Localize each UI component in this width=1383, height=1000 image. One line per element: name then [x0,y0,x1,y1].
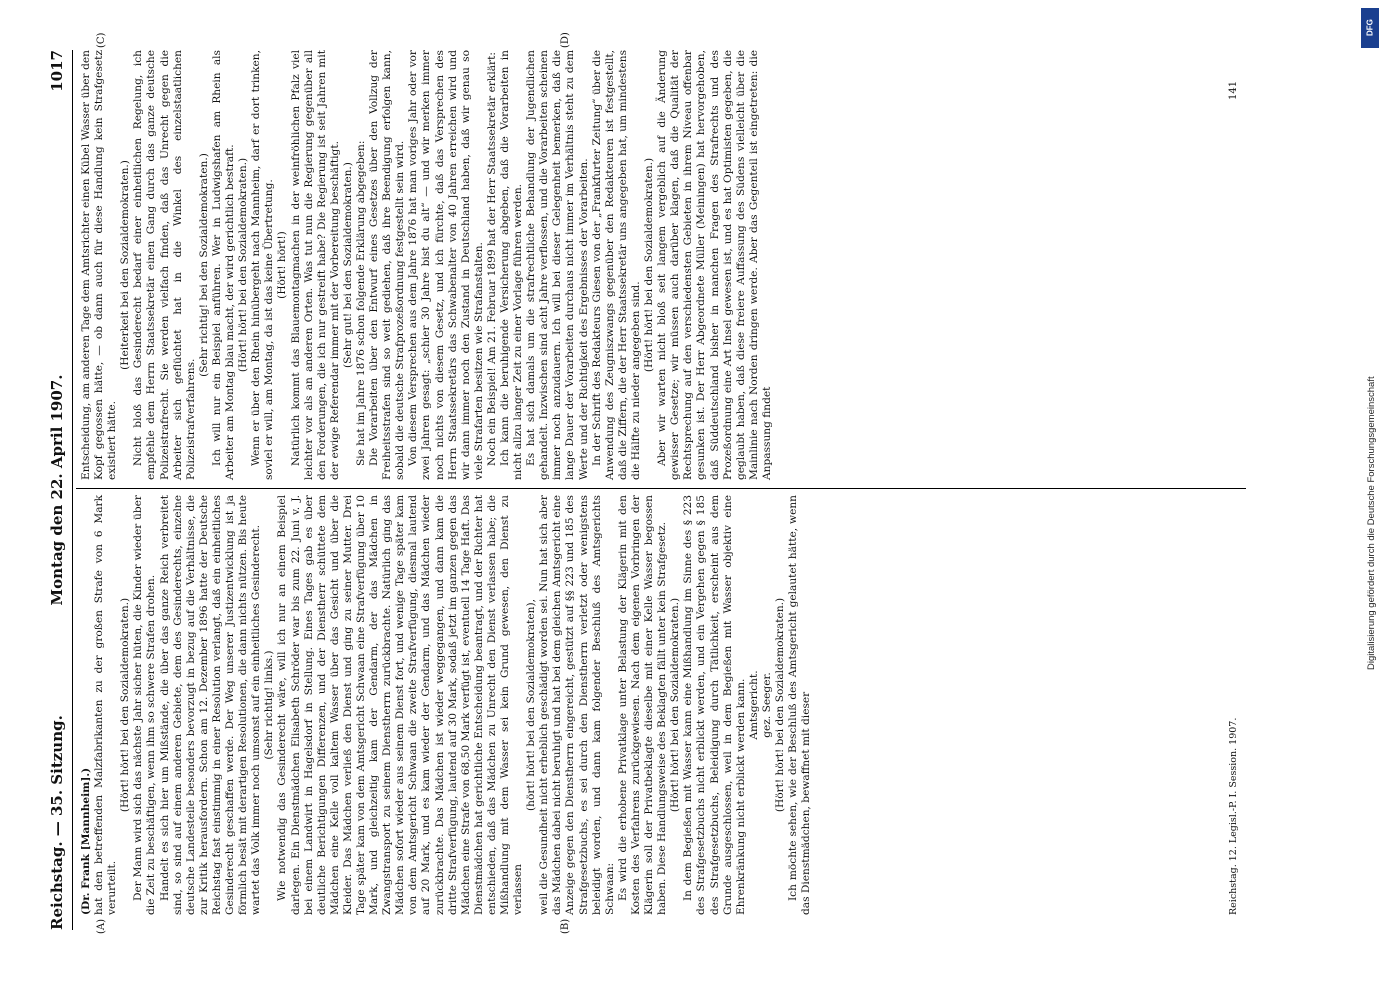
column-divider [76,488,1246,489]
interjection: (Sehr richtig! bei den Sozialdemokraten.) [197,153,210,377]
quoted-paragraph: In dem Begießen mit Wasser kann eine Mißhandlung im Sinne des § 223 des Strafgesetzbuchs nicht erblickt werden, und ein Vergehen gegen § 185 des Strafgesetzbuchs, Beleidigung durch Tätlichkeit, erscheint aus dem Grunde ausgeschlossen, weil in dem Begießen mit Wasser objektiv eine Ehrenkränkung nicht erblickt werden kann. [682,495,747,915]
header-center: Montag den 22. April 1907. [48,374,66,606]
paragraph: Wie notwendig das Gesinderecht wäre, will ich nur an einem Beispiel darlegen. Ein Dienstmädchen Elisabeth Schröder war bis zum 22. Juni v. J. bei einem Landwirt in Hagelsdorf in Stellung. Eines Tages gab es über deutliche Berichtigungen Differenzen, und der Dienstherr schüttete dem Mädchen eine Kelle voll kaltem Wasser über das Gesicht und über die Kleider. Das Mädchen verließ den Dienst und ging zu seiner Mutter. Drei Tage später kam von dem Amtsgericht Schwaan eine Strafverfügung über 10 Mark, und gleichzeitig kam der Gendarm, der das Mädchen in Zwangstransport zu seinem Dienstherrn zurückbrachte. Natürlich ging das Mädchen sofort wieder aus seinem Dienst fort, und wenige Tage später kam von dem Amtsgericht Schwaan die zweite Strafverfügung, diesmal lautend auf 20 Mark, und es kam wieder der Gendarm, und das Mädchen wieder zurückbrachte. Das Mädchen ist wieder weggegangen, und dann kam die dritte Strafverfügung, lautend auf 30 Mark, sodaß jetzt im ganzen gegen das Mädchen eine Strafe von 68,50 Mark verfügt ist, eventuell 14 Tage Haft. Das Dienstmädchen hat gerichtliche Entscheidung beantragt, und der Richter hat entschieden, daß das Mädchen zu Unrecht den Dienst verlassen habe; die Mißhandlung mit dem Wasser sei kein Grund gewesen, den Dienst zu verlassen [276,495,525,915]
page-number: 1017 [48,50,66,92]
paragraph: Aber wir warten nicht bloß seit langem vergeblich auf die Änderung gewisser Gesetze; wir müssen auch darüber klagen, daß die Qualität der Rechtsprechung auf den verschiedensten Gebieten in ihrem Niveau offenbar gesunken ist. Der Herr Abgeordnete Müller (Meiningen) hat hervorgehoben, daß Süddeutschland bisher in manchen Fragen des Strafrechts und des Prozeßordnung eine Art Insel gewesen ist, und es hat Optimisten gegeben, die geglaubt haben, daß diese freiere Auffassung des Südens vielleicht über die Mainlinie nach Norden dringen werde. Aber das Gegenteil ist eingetreten: die Anpassung findet [656,50,773,480]
paragraph: weil die Gesundheit nicht erheblich geschädigt worden sei. Nun hat sich aber das Mädchen dabei nicht beruhigt und hat bei dem gleichen Amtsgericht eine Anzeige gegen den Dienstherrn eingereicht, gestützt auf §§ 223 und 185 des Strafgesetzbuchs, es sei durch den Dienstherrn verletzt oder wenigstens beleidigt worden, und dann kam folgender Beschluß des Amtsgerichts Schwaan: [538,494,616,915]
interjection: (Hört! hört! bei den Sozialdemokraten.) [237,157,250,373]
footer-signature-number: 141 [1228,80,1239,100]
interjection: (Sehr richtig! links.) [263,650,276,760]
speaker-line: (Dr. Frank [Mannheim].) [80,767,92,915]
interjection: (Hört! hört! bei den Sozialdemokraten.) [643,157,656,373]
paragraph: In der Schrift des Redakteurs Giesen von der „Frankfurter Zeitung“ über die Anwendung des Zeugniszwangs gegenüber den Redakteuren ist festgestellt, daß die Ziffern, die der Herr Staatssekretär uns angegeben hat, um mindestens die Hälfte zu nieder angegeben sind. [590,50,642,480]
header-rule [72,50,73,930]
paragraph: Ich möchte sehen, wie der Beschluß des Amtsgericht gelautet hätte, wenn das Dienstmädchen, bewaffnet mit dieser [787,495,813,915]
interjection: (Sehr gut! bei den Sozialdemokraten.) [341,162,354,368]
quoted-paragraph: Es wird die erhobene Privatklage unter Belastung der Klägerin mit den Kosten des Verfahrens zurückgewiesen. Nach dem eigenen Vorbringen der Klägerin soll der Privatbeklagte dieselbe mit einer Kelle Wasser begossen haben. Diese Handlungsweise des Beklagten fällt unter kein Strafgesetz. [616,495,669,915]
paragraph: Der Mann wird sich das nächste Jahr sicher hüten, die Kinder wieder über die Zeit zu beschäftigen, wenn ihm so schwere Strafen drohen. [132,495,158,915]
paragraph: hat den betreffenden Malzfabrikanten zu der großen Strafe von 6 Mark verurteilt. [93,495,119,915]
quoted-paragraph: Ich kann die beruhigende Versicherung abgeben, daß die Vorarbeiten in nicht allzu langer Zeit zu einer Vorlage führen werden. [499,50,525,480]
interjection: (Hört! hört! bei den Sozialdemokraten.) [669,597,682,813]
paragraph: Nicht bloß das Gesinderecht bedarf einer einheitlichen Regelung, ich empfehle dem Herrn Staatssekretär einen Gang durch das ganze deutsche Polizeistrafrecht. Sie werden vielfach finden, daß das Unrecht gegen die Arbeiter sich geflüchtet hat in die Winkel des einzelstaatlichen Polizeistrafverfahrens. [132,50,197,480]
signature-name: gez. Seeger. [760,672,773,738]
paragraph: Handelt es sich hier um Mißstände, die über das ganze Reich verbreitet sind, so sind auf einem anderen Gebiete, dem des Gesinderechts, einzelne deutsche Landesteile besonders bevorzugt in bezug auf die Verhältnisse, die zur Kritik herausfordern. Schon am 12. Dezember 1896 hatte der Deutsche Reichstag fast einstimmig in einer Resolution verlangt, daß ein einheitliches Gesinderecht geschaffen werde. Der Weg unserer Justizentwicklung ist ja förmlich besät mit derartigen Resolutionen, die dann nichts nützen. Bis heute wartet das Volk immer noch umsonst auf ein einheitliches Gesinderecht. [158,495,263,915]
quoted-paragraph: Die Vorarbeiten über den Entwurf eines Gesetzes über den Vollzug der Freiheitsstrafen sind so weit gediehen, daß ihre Beendigung erfolgen kann, sobald die deutsche Strafprozeßordnung festgestellt sein wird. [368,50,407,480]
paragraph: Noch ein Beispiel! Am 21. Februar 1899 hat der Herr Staatssekretär erklärt: [485,52,498,466]
interjection: (Heiterkeit bei den Sozialdemokraten.) [119,160,132,370]
paragraph: Es hat sich damals um die strafrechtliche Behandlung der Jugendlichen gehandelt. Inzwischen sind acht Jahre verflossen, und die Vorarbeiten scheinen immer noch anzudauern. Ich will bei dieser Gelegenheit bemerken, daß die lange Dauer der Vorarbeiten durchaus nicht immer im Verhältnis steht zu dem Werte und der Richtigkeit des Ergebnisses der Vorarbeiten. [525,50,590,480]
paragraph: Wenn er über den Rhein hinübergeht nach Mannheim, darf er dort trinken, soviel er will, am Montag, da ist das keine Übertretung. [250,50,276,480]
margin-marker-c: (C) [96,32,107,48]
paragraph: Von diesem Versprechen aus dem Jahre 1876 hat man voriges Jahr oder vor zwei Jahren gesagt: „schier 30 Jahre bist du alt“ — und wir merken immer noch nichts von diesem Gesetz, und ich fürchte, daß das Versprechen des Herrn Staatssekretärs das Schwabenalter von 40 Jahren erreichen wird und wir dann immer noch den Zustand in Deutschland haben, daß wir genau so viele Strafarten besitzen wie Strafanstalten. [407,50,485,480]
left-column [80,495,813,915]
signature-court: Amtsgericht. [747,670,760,740]
footer-left: Reichstag. 12. Legisl.-P. I. Session. 1907. [1228,717,1239,915]
paragraph: Natürlich kommt das Blauemontagmachen in der weinfröhlichen Pfalz viel leichter vor als an anderen Orten. Was tut nun die Regierung gegenüber all den Forderungen, die ich nur gestreift habe? Die Regierung ist seit Jahren mit der ewige Referendar immer mit der Vorbereitung beschäftigt. [289,50,341,480]
digitization-credit: Digitalisierung gefördert durch die Deutsche Forschungsgemeinschaft [1366,376,1377,670]
margin-marker-d: (D) [560,32,571,48]
paragraph: Sie hat im Jahre 1876 schon folgende Erklärung abgegeben: [354,140,367,466]
dfg-logo: DFG [1361,8,1379,48]
margin-marker-a: (A) [96,918,107,934]
right-column [80,50,774,480]
page-header [44,50,70,930]
interjection: (Hört! hört! bei den Sozialdemokraten.) [119,597,132,813]
margin-marker-b: (B) [560,918,571,934]
interjection: (Hört! hört! bei den Sozialdemokraten.) [773,597,786,813]
paragraph: Entscheidung, am anderen Tage dem Amtsrichter einen Kübel Wasser über den Kopf gegossen hätte, — ob dann auch für diese Handlung kein Strafgesetz existiert hätte. [80,50,119,480]
paragraph: Ich will nur ein Beispiel anführen. Wer in Ludwigshafen am Rhein als Arbeiter am Montag blau macht, der wird gerichtlich bestraft. [210,50,237,480]
interjection: (hört! hört! bei den Sozialdemokraten), [525,599,538,811]
header-left: Reichstag. — 35. Sitzung. [48,715,66,930]
interjection: (Hört! hört!) [276,231,289,299]
